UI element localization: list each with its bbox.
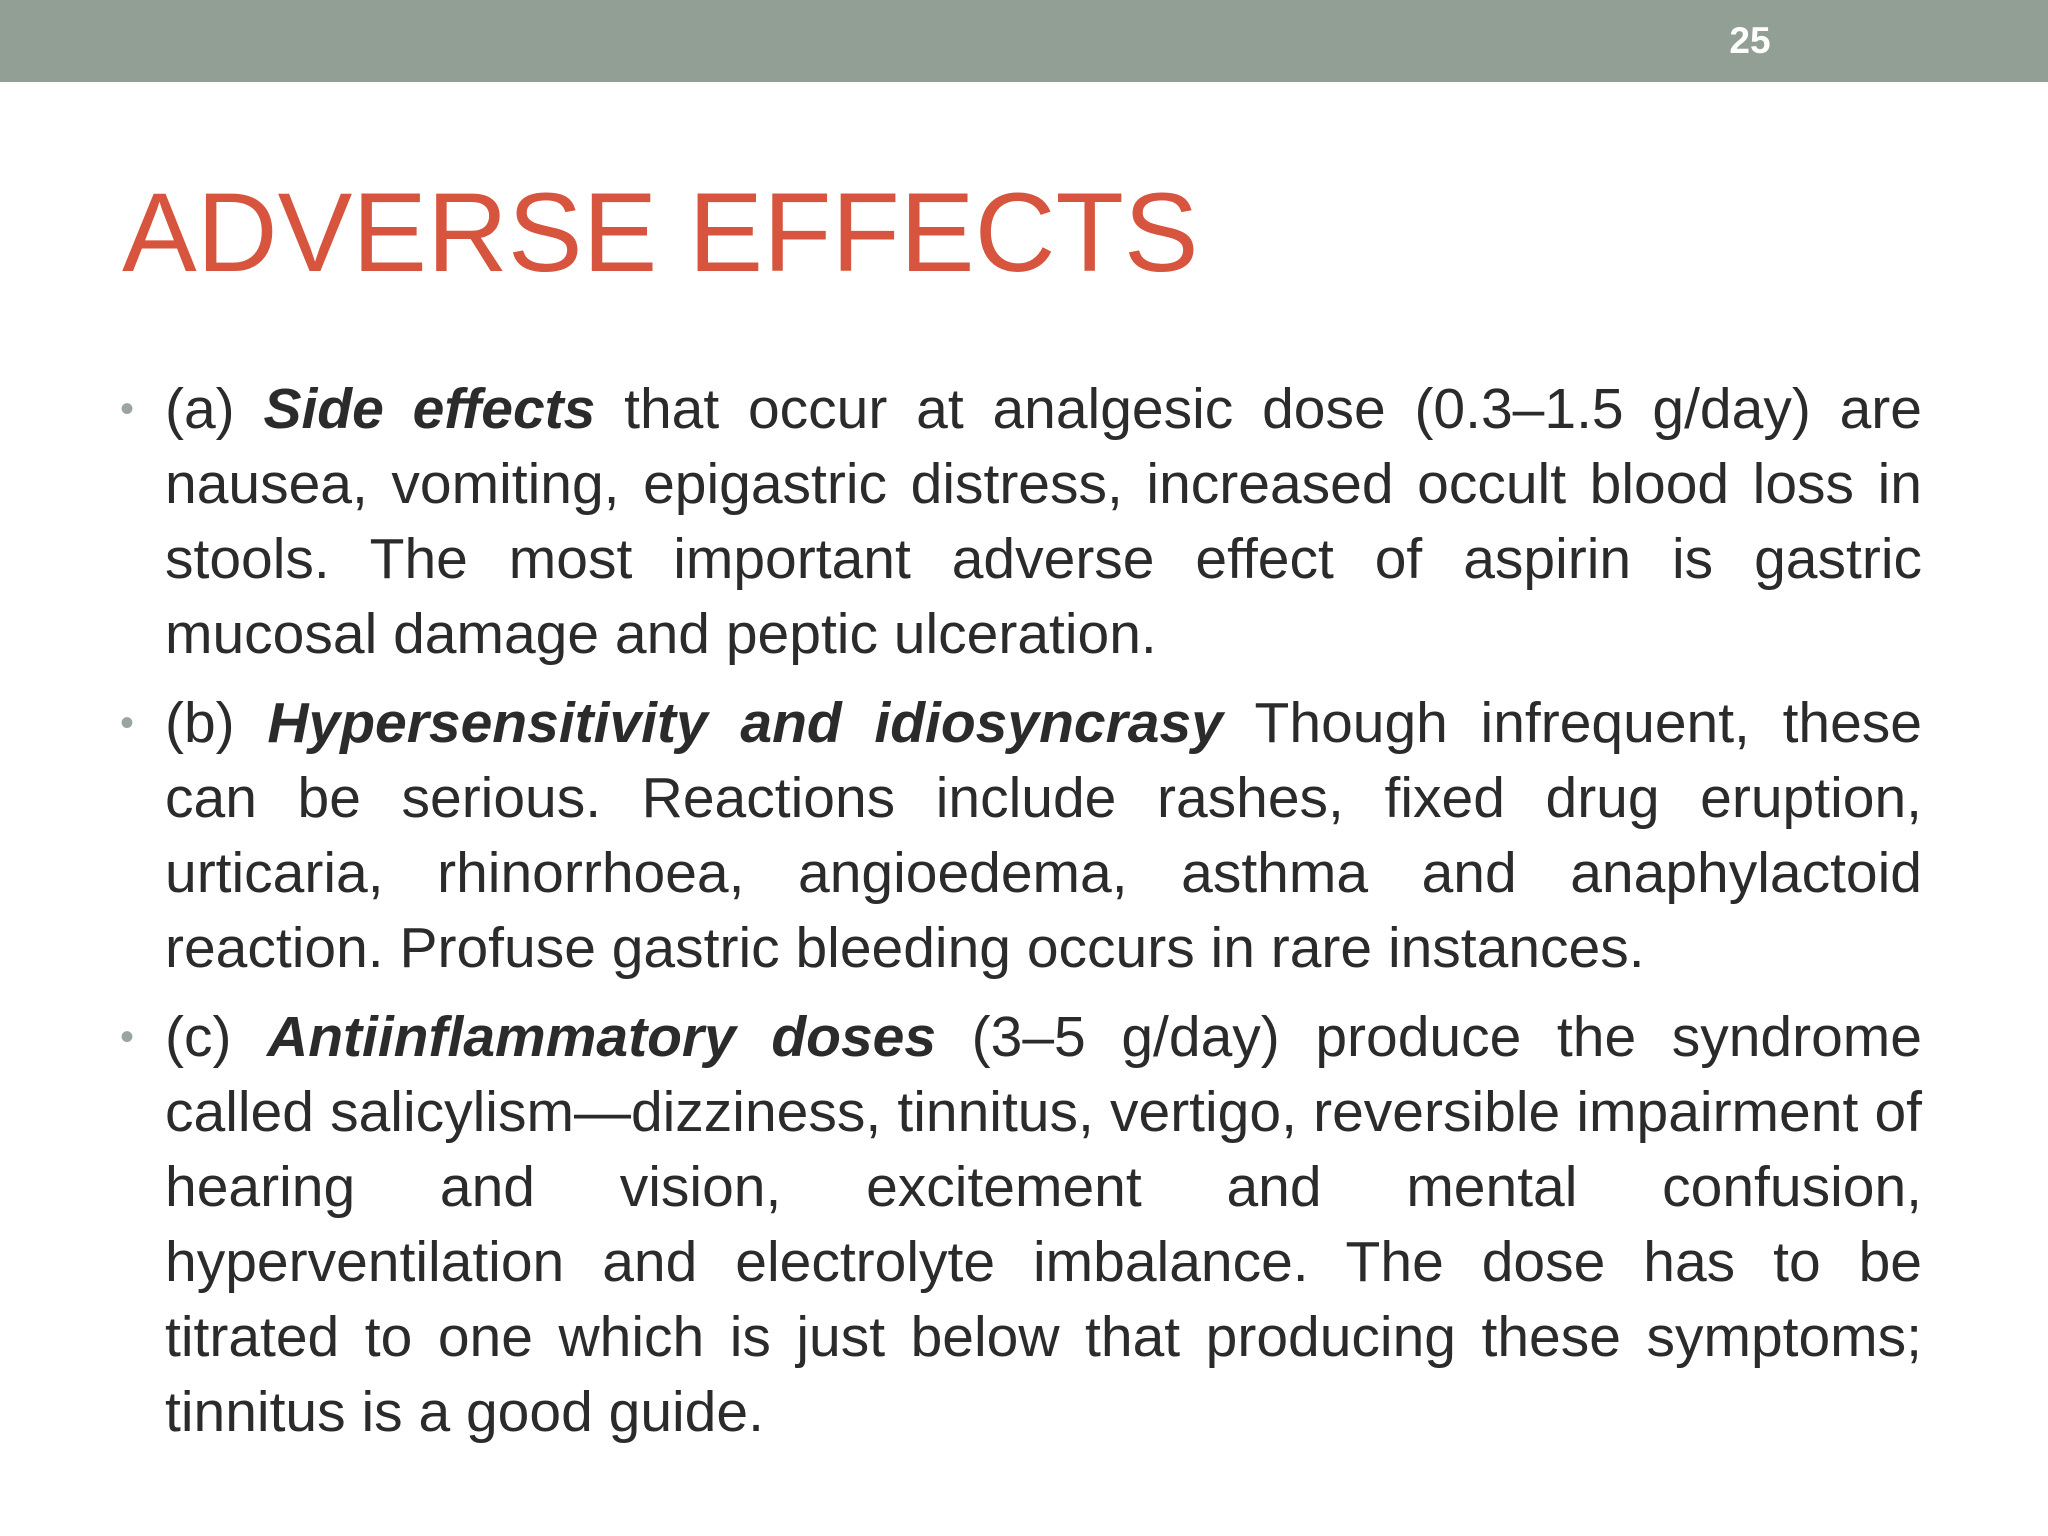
- bullet-item-side-effects: [120, 372, 1922, 672]
- slide-number: 25: [1729, 20, 1771, 61]
- bullet-text: (3–5 g/day) produce the syndrome called salicylism—dizziness, tinnitus, vertigo, reversible impairment of hearing and vision, excitement and mental confusion, hyperventilation and electrolyte imbalance. The dose has to be titrated to one which is just below that producing these symptoms; tinnitus is a good guide.: [165, 1005, 1922, 1444]
- bullet-icon: •: [120, 1015, 135, 1059]
- slide-title: ADVERSE EFFECTS: [122, 170, 1199, 295]
- bullet-term: Hypersensitivity and idiosyncrasy: [267, 691, 1223, 755]
- bullet-term: Side effects: [263, 377, 596, 441]
- bullet-icon: •: [120, 701, 135, 745]
- bullet-item-hypersensitivity: [120, 686, 1922, 986]
- bullet-icon: •: [120, 387, 135, 431]
- slide-header-bar: [0, 0, 2048, 82]
- bullet-text: Though infrequent, these can be serious. Reactions include rashes, fixed drug eruption, urticaria, rhinorrhoea, angioedema, asthma and anaphylactoid reaction. Profuse gastric bleeding occurs in rare instances.: [165, 691, 1923, 980]
- bullet-list: [120, 372, 1922, 1464]
- bullet-item-antiinflammatory-doses: [120, 1000, 1922, 1450]
- bullet-prefix: (a): [165, 377, 264, 441]
- bullet-term: Antiinflammatory doses: [267, 1005, 937, 1069]
- bullet-prefix: (b): [165, 691, 268, 755]
- bullet-text: that occur at analgesic dose (0.3–1.5 g/day) are nausea, vomiting, epigastric distress, increased occult blood loss in stools. The most important adverse effect of aspirin is gastric mucosal damage and peptic ulceration.: [165, 377, 1922, 666]
- bullet-prefix: (c): [165, 1005, 268, 1069]
